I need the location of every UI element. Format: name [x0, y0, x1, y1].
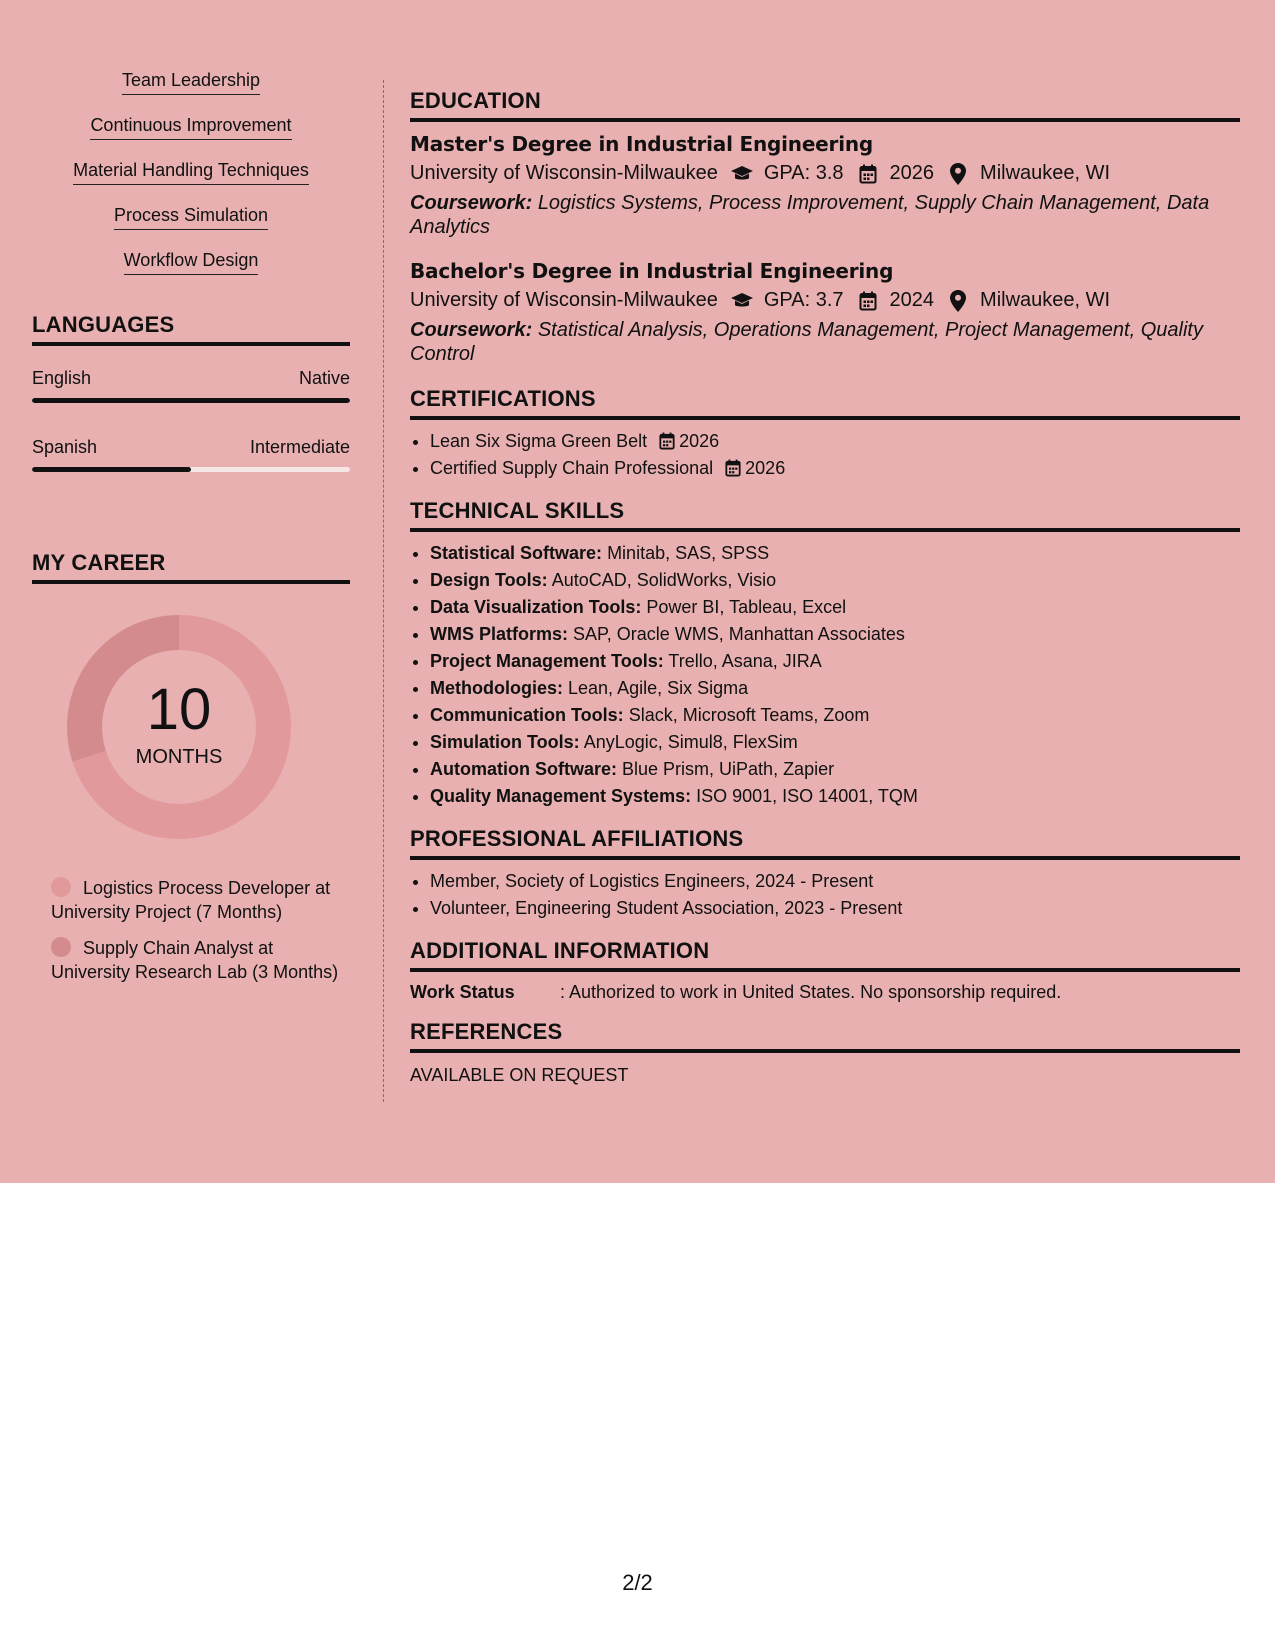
technical-skill-item [430, 675, 1240, 702]
references-title: REFERENCES [410, 1019, 1240, 1053]
skill-label: Continuous Improvement [90, 115, 291, 140]
language-item [32, 368, 350, 403]
language-level: Native [298, 368, 350, 388]
right-column [410, 88, 1240, 1086]
legend-dot [51, 937, 71, 957]
language-name: Spanish [32, 437, 98, 457]
technical-skill-item [430, 621, 1240, 648]
skill-values: AutoCAD, SolidWorks, Visio [551, 570, 777, 590]
language-proficiency-fill [32, 467, 191, 472]
certification-name: Lean Six Sigma Green Belt [430, 431, 648, 451]
career-legend [32, 876, 350, 984]
legend-dot [51, 877, 71, 897]
graduation-cap-icon [730, 163, 754, 185]
school-name: University of Wisconsin-Milwaukee [410, 162, 718, 184]
work-status-row [410, 982, 1240, 1003]
skill-tag [32, 115, 350, 141]
skill-category: Design Tools: [430, 570, 548, 590]
certification-item [430, 428, 1240, 455]
career-total: 10 [146, 677, 212, 742]
technical-skill-item [430, 702, 1240, 729]
certification-item [430, 455, 1240, 482]
languages-section [32, 312, 350, 472]
coursework-text: Logistics Systems, Process Improvement, Supply Chain Management, Data Analytics [410, 192, 1210, 238]
skill-category: Methodologies: [430, 678, 563, 698]
coursework-label: Coursework: [410, 319, 533, 341]
school-location: Milwaukee, WI [980, 162, 1111, 184]
skill-category: Quality Management Systems: [430, 786, 692, 806]
affiliations-title: PROFESSIONAL AFFILIATIONS [410, 826, 1240, 860]
school-name: University of Wisconsin-Milwaukee [410, 289, 718, 311]
skills-list [32, 70, 350, 276]
skill-category: Data Visualization Tools: [430, 597, 642, 617]
coursework [410, 191, 1240, 239]
certification-name: Certified Supply Chain Professional [430, 458, 714, 478]
skill-tag [32, 205, 350, 231]
education-item [410, 259, 1240, 366]
skill-values: Minitab, SAS, SPSS [607, 543, 770, 563]
language-proficiency-fill [32, 398, 350, 403]
graduation-year: 2026 [889, 162, 935, 184]
column-divider [383, 80, 384, 1102]
career-donut [32, 612, 350, 852]
technical-skills-list [410, 540, 1240, 810]
degree-title: Master's Degree in Industrial Engineering [410, 132, 874, 156]
technical-skills-title: TECHNICAL SKILLS [410, 498, 1240, 532]
page-number: 2/2 [622, 1570, 653, 1595]
skill-category: Simulation Tools: [430, 732, 580, 752]
skill-tag [32, 250, 350, 276]
technical-skill-item [430, 567, 1240, 594]
skill-values: ISO 9001, ISO 14001, TQM [696, 786, 918, 806]
education-title: EDUCATION [410, 88, 1240, 122]
certification-year: 2026 [679, 431, 720, 451]
career-title: MY CAREER [32, 550, 350, 584]
left-column [32, 70, 350, 996]
skill-category: WMS Platforms: [430, 624, 569, 644]
work-status-value: : Authorized to work in United States. No sponsorship required. [560, 982, 1062, 1002]
skill-category: Communication Tools: [430, 705, 624, 725]
calendar-icon [856, 163, 880, 185]
additional-info-title: ADDITIONAL INFORMATION [410, 938, 1240, 972]
skill-values: Power BI, Tableau, Excel [646, 597, 847, 617]
affiliations-list [410, 868, 1240, 922]
work-status-label: Work Status [410, 982, 515, 1002]
degree-meta [410, 162, 1240, 185]
certifications-list [410, 428, 1240, 482]
career-legend-item [51, 936, 350, 984]
skill-label: Workflow Design [124, 250, 259, 275]
calendar-icon [659, 431, 675, 449]
technical-skill-item [430, 756, 1240, 783]
references-text: AVAILABLE ON REQUEST [410, 1065, 629, 1085]
skill-values: SAP, Oracle WMS, Manhattan Associates [573, 624, 905, 644]
coursework [410, 318, 1240, 366]
certification-year: 2026 [745, 458, 786, 478]
skill-values: Lean, Agile, Six Sigma [568, 678, 749, 698]
location-pin-icon [946, 163, 970, 185]
language-proficiency-bar [32, 398, 350, 403]
coursework-text: Statistical Analysis, Operations Management, Project Management, Quality Control [410, 319, 1203, 365]
career-legend-label: Logistics Process Developer at University Project (7 Months) [51, 878, 331, 922]
calendar-icon [725, 458, 741, 476]
calendar-icon [856, 290, 880, 312]
graduation-cap-icon [730, 290, 754, 312]
affiliation-item: • Volunteer, Engineering Student Association, 2023 - Present [430, 895, 1240, 922]
technical-skill-item [430, 648, 1240, 675]
gpa: GPA: 3.7 [763, 289, 844, 311]
skill-category: Statistical Software: [430, 543, 603, 563]
technical-skill-item [430, 783, 1240, 810]
skill-values: Trello, Asana, JIRA [668, 651, 822, 671]
languages-title: LANGUAGES [32, 312, 350, 346]
certifications-title: CERTIFICATIONS [410, 386, 1240, 420]
language-proficiency-bar [32, 467, 350, 472]
skill-tag [32, 70, 350, 96]
gpa: GPA: 3.8 [763, 162, 844, 184]
career-section [32, 550, 350, 984]
career-legend-item [51, 876, 350, 924]
coursework-label: Coursework: [410, 192, 533, 214]
technical-skill-item [430, 540, 1240, 567]
skill-values: Blue Prism, UiPath, Zapier [622, 759, 835, 779]
language-level: Intermediate [249, 437, 350, 457]
degree-title: Bachelor's Degree in Industrial Engineering [410, 259, 894, 283]
language-item [32, 437, 350, 472]
skill-category: Project Management Tools: [430, 651, 664, 671]
skill-label: Team Leadership [122, 70, 260, 95]
skill-tag [32, 160, 350, 186]
skill-label: Process Simulation [114, 205, 268, 230]
affiliation-item: • Member, Society of Logistics Engineers, 2024 - Present [430, 868, 1240, 895]
graduation-year: 2024 [889, 289, 935, 311]
education-item [410, 132, 1240, 239]
location-pin-icon [946, 290, 970, 312]
school-location: Milwaukee, WI [980, 289, 1111, 311]
language-name: English [32, 368, 92, 388]
career-legend-label: Supply Chain Analyst at University Research Lab (3 Months) [51, 938, 339, 982]
technical-skill-item [430, 729, 1240, 756]
technical-skill-item [430, 594, 1240, 621]
skill-values: AnyLogic, Simul8, FlexSim [583, 732, 798, 752]
degree-meta [410, 289, 1240, 312]
career-unit: MONTHS [135, 746, 223, 768]
skill-category: Automation Software: [430, 759, 617, 779]
skill-label: Material Handling Techniques [73, 160, 309, 185]
skill-values: Slack, Microsoft Teams, Zoom [628, 705, 870, 725]
